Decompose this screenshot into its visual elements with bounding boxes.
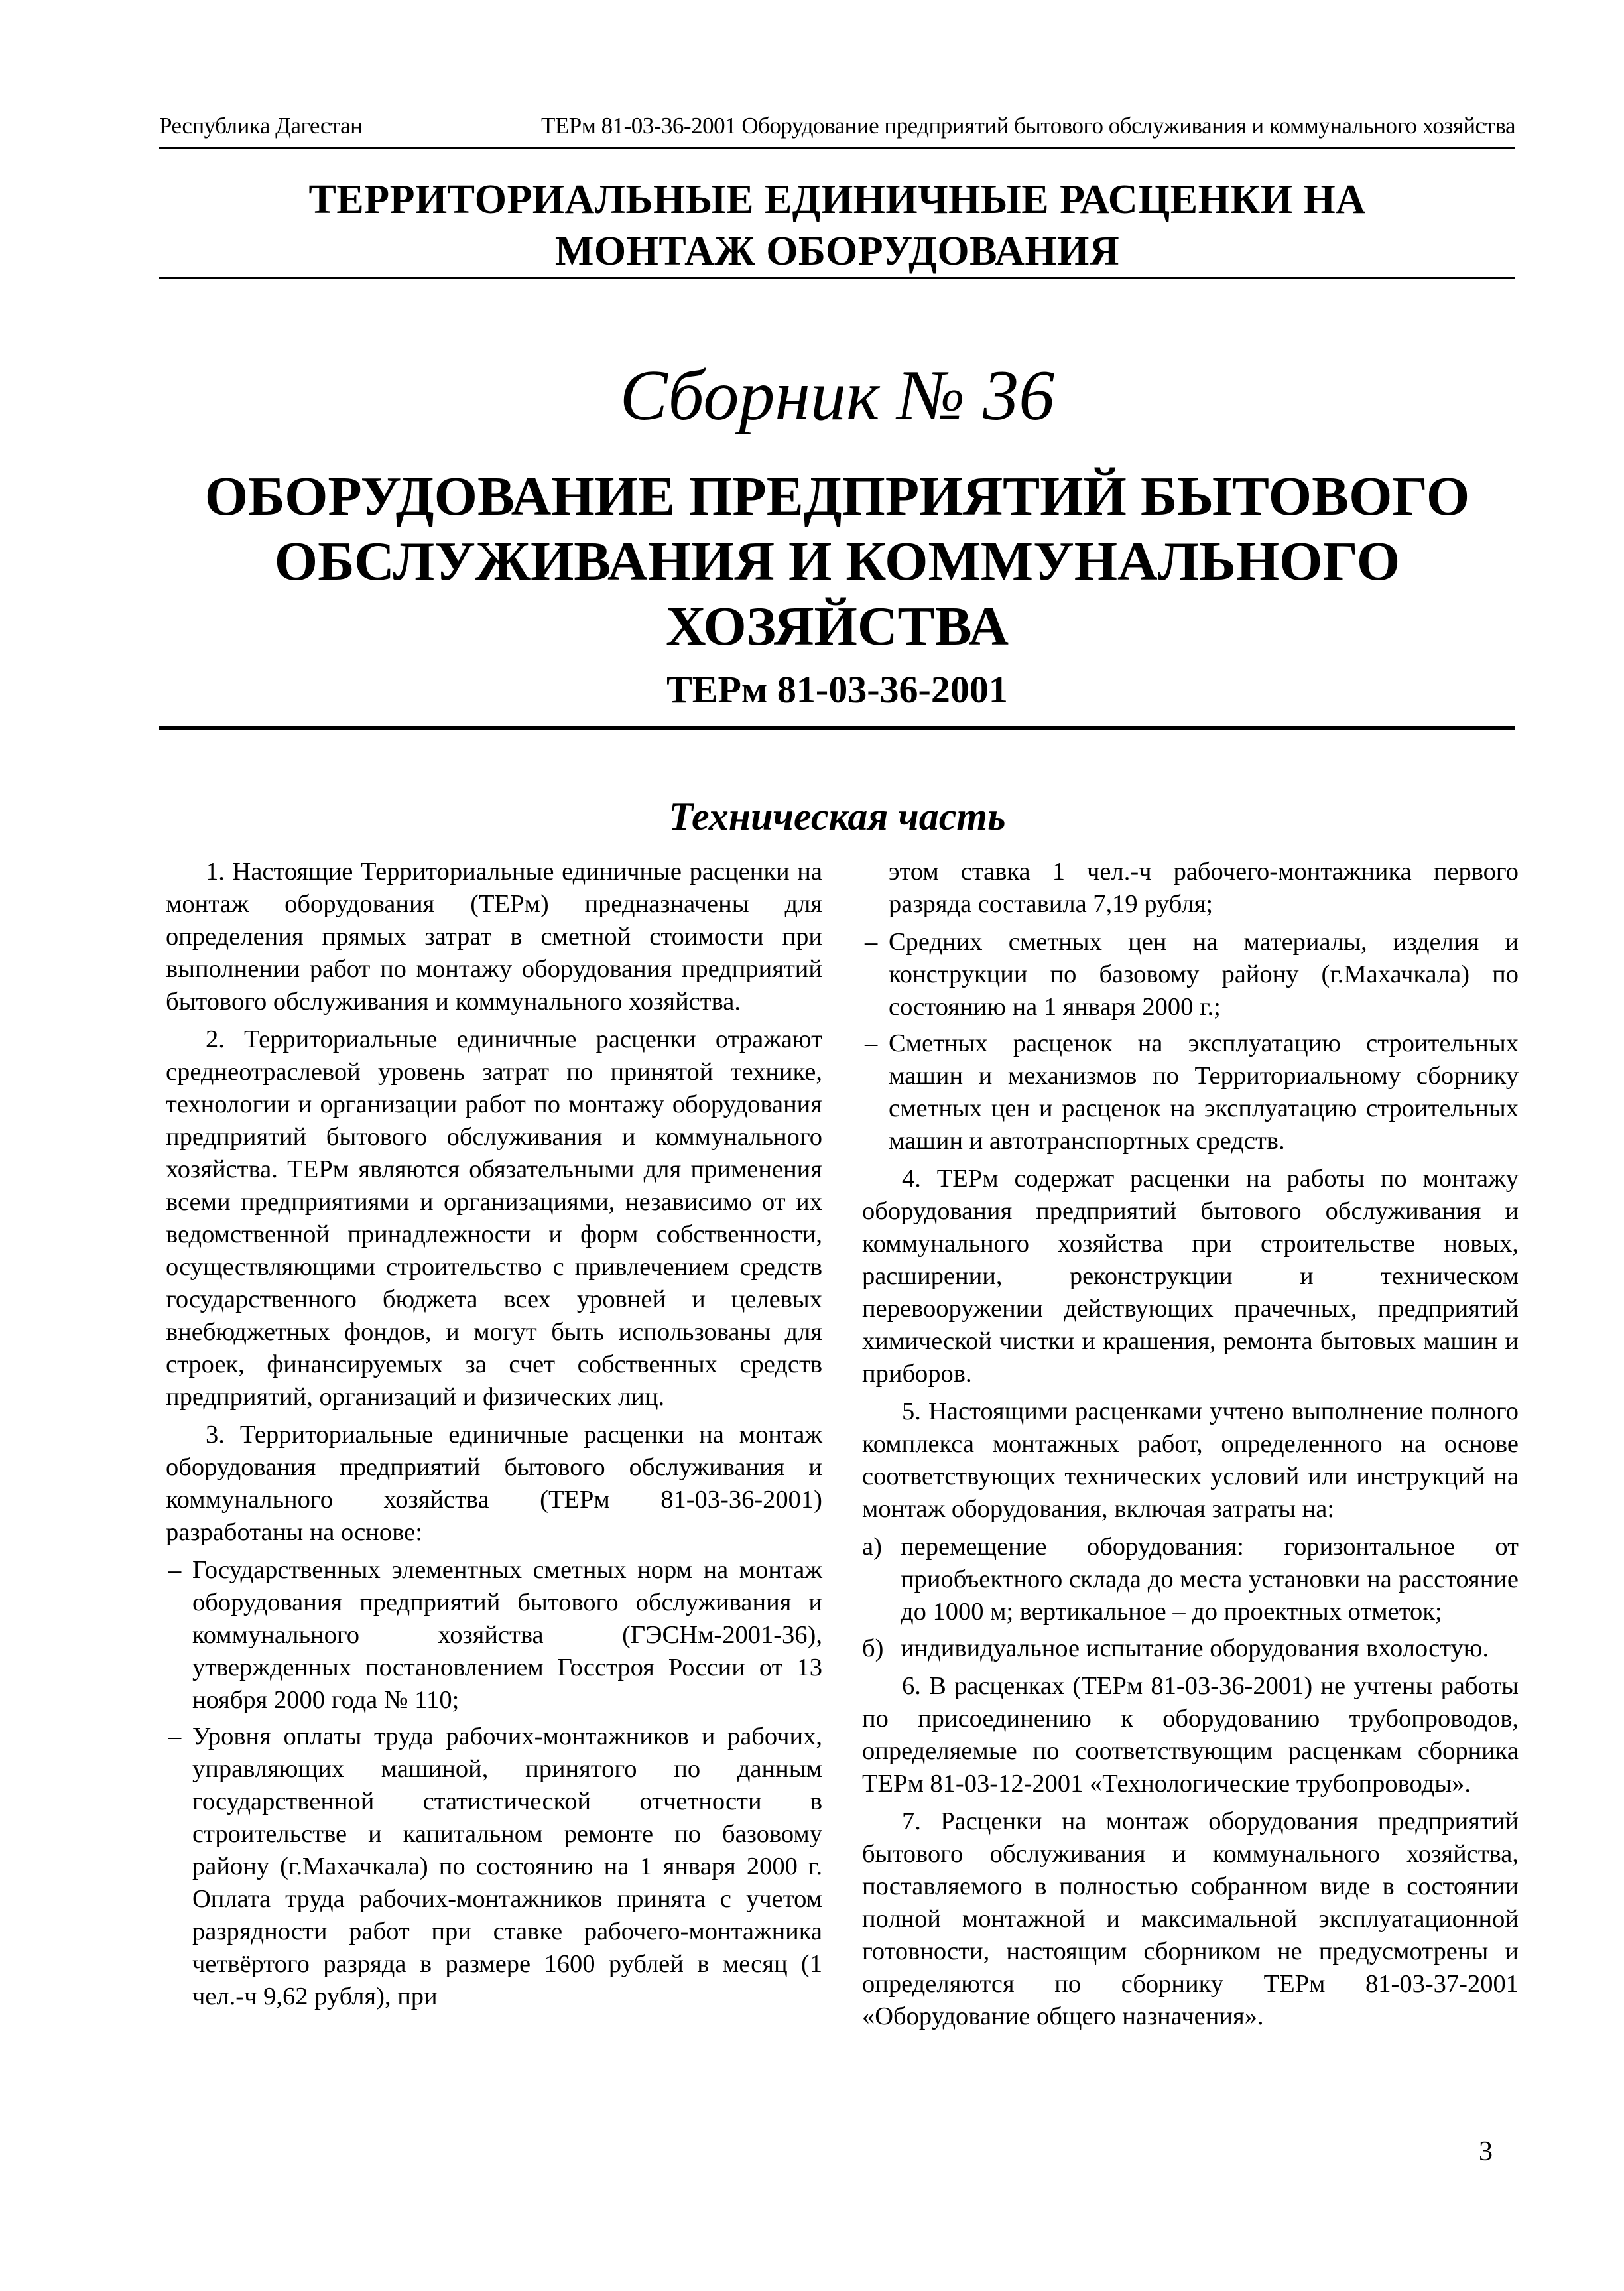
basis-item: – Уровня оплаты труда рабочих-монтажников и рабочих, управляющих машиной, принятого по данным государственной статистической отчетности в строительстве и капитальном ремонте по базовому району (г.Махачкала) по состоянию на 1 января 2000 г. Оплата труда рабочих-монтажников принята с учетом разрядности работ при ставке рабочего-монтажника четвёртого разряда в размере 1600 рублей в месяц (1 чел.-ч 9,62 рубля), при bbox=[166, 1721, 822, 2013]
document-code: ТЕРм 81-03-36-2001 bbox=[666, 668, 1008, 711]
running-header bbox=[159, 113, 1515, 139]
item-text: перемещение оборудования: горизонтальное от приобъектного склада до места установки на расстояние до 1000 м; вертикальное – до проектных отметок; bbox=[901, 1533, 1519, 1626]
left-column bbox=[166, 856, 822, 2018]
item-marker: а) bbox=[862, 1533, 882, 1561]
code-divider bbox=[159, 726, 1515, 730]
basis-item: – Государственных элементных сметных норм на монтаж оборудования предприятий бытового обслуживания и коммунального хозяйства (ГЭСНм-2001-36), утвержденных постановлением Госстроя России от 13 ноября 2000 года № 110; bbox=[166, 1554, 822, 1717]
section-title-line-3: ХОЗЯЙСТВА bbox=[666, 596, 1009, 657]
item-text: индивидуальное испытание оборудования вхолостую. bbox=[901, 1634, 1489, 1662]
part-heading: Техническая часть bbox=[668, 795, 1006, 838]
costs-item-b bbox=[862, 1632, 1519, 1665]
paragraph-6: 6. В расценках (ТЕРм 81-03-36-2001) не учтены работы по присоединению к оборудованию трубопроводов, определяемые по соответствующим расценкам сборника ТЕРм 81-03-12-2001 «Технологические трубопроводы». bbox=[862, 1672, 1519, 1798]
basis-list bbox=[166, 1554, 822, 2013]
section-title bbox=[159, 464, 1515, 659]
header-document-title: ТЕРм 81-03-36-2001 Оборудование предприятий бытового обслуживания и коммунального хозяйства bbox=[541, 113, 1515, 139]
paragraph-5: 5. Настоящими расценками учтено выполнение полного комплекса монтажных работ, определенного на основе соответствующих технических условий или инструкций на монтаж оборудования, включая затраты на: bbox=[862, 1398, 1519, 1523]
main-title-line-2: МОНТАЖ ОБОРУДОВАНИЯ bbox=[554, 229, 1120, 274]
basis-item-continuation: этом ставка 1 чел.-ч рабочего-монтажника первого разряда составила 7,19 рубля; bbox=[889, 858, 1519, 918]
paragraph-2: 2. Территориальные единичные расценки отражают среднеотраслевой уровень затрат по принятой технике, технологии и организации работ по монтажу оборудования предприятий бытового обслуживания и коммунального хозяйства. ТЕРм являются обязательными для применения всеми предприятиями и организациями, независимо от их ведомственной принадлежности и форм собственности, осуществляющими строительство с привлечением средств государственного бюджета всех уровней и целевых внебюджетных фондов, и могут быть использованы для строек, финансируемых за счет собственных средств предприятий, организаций и физических лиц. bbox=[166, 1025, 822, 1411]
page-number: 3 bbox=[1479, 2136, 1493, 2167]
paragraph-4: 4. ТЕРм содержат расценки на работы по монтажу оборудования предприятий бытового обслуживания и коммунального хозяйства при строительстве новых, расширении, реконструкции и техническом перевооружении действующих прачечных, предприятий химической чистки и крашения, ремонта бытовых машин и приборов. bbox=[862, 1165, 1519, 1388]
section-title-line-1: ОБОРУДОВАНИЕ ПРЕДПРИЯТИЙ БЫТОВОГО bbox=[204, 466, 1470, 527]
basis-item: – Средних сметных цен на материалы, изделия и конструкции по базовому району (г.Махачкала) по состоянию на 1 января 2000 г.; bbox=[862, 926, 1519, 1023]
basis-list-continued bbox=[862, 926, 1519, 1157]
costs-list bbox=[862, 1531, 1519, 1665]
right-column bbox=[862, 856, 1519, 2038]
main-title bbox=[159, 174, 1515, 277]
header-region: Республика Дагестан bbox=[159, 113, 363, 139]
section-title-line-2: ОБСЛУЖИВАНИЯ И КОММУНАЛЬНОГО bbox=[274, 531, 1401, 592]
paragraph-1: 1. Настоящие Территориальные единичные расценки на монтаж оборудования (ТЕРм) предназначены для определения прямых затрат в сметной стоимости при выполнении работ по монтажу оборудования предприятий бытового обслуживания и коммунального хозяйства. bbox=[166, 858, 822, 1015]
paragraph-7: 7. Расценки на монтаж оборудования предприятий бытового обслуживания и коммунального хозяйства, поставляемого в полностью собранном виде в состоянии полной монтажной и максимальной эксплуатационной готовности, настоящим сборником не предусмотрены и определяются по сборнику ТЕРм 81-03-37-2001 «Оборудование общего назначения». bbox=[862, 1807, 1519, 2030]
costs-item-a bbox=[862, 1531, 1519, 1628]
header-divider bbox=[159, 147, 1515, 149]
item-marker: б) bbox=[862, 1634, 884, 1662]
collection-label: Сборник № 36 bbox=[619, 356, 1055, 435]
paragraph-3: 3. Территориальные единичные расценки на монтаж оборудования предприятий бытового обслуживания и коммунального хозяйства (ТЕРм 81-03-36-2001) разработаны на основе: bbox=[166, 1421, 822, 1546]
title-divider bbox=[159, 277, 1515, 279]
basis-item: – Сметных расценок на эксплуатацию строительных машин и механизмов по Территориальному сборнику сметных цен и расценок на эксплуатацию строительных машин и автотранспортных средств. bbox=[862, 1027, 1519, 1157]
main-title-line-1: ТЕРРИТОРИАЛЬНЫЕ ЕДИНИЧНЫЕ РАСЦЕНКИ НА bbox=[308, 177, 1366, 222]
